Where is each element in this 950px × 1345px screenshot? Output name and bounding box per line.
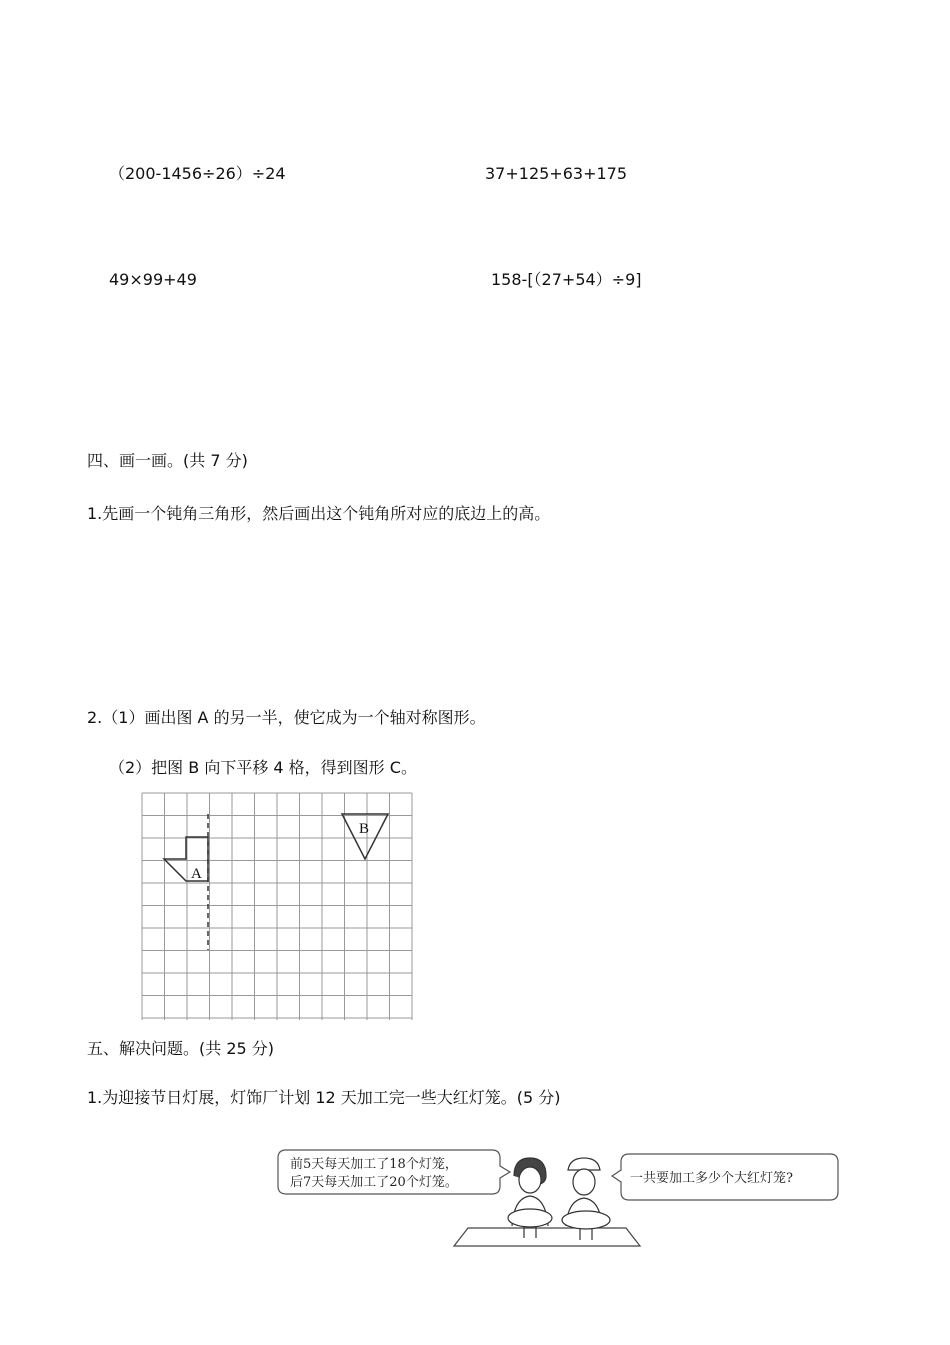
lantern-left [508, 1209, 552, 1227]
section-5-heading: 五、解决问题。(共 25 分) [87, 1039, 275, 1058]
calc-expression-4: 158-[（27+54）÷9] [491, 270, 642, 289]
section-4-question-2-part-2: （2）把图 B 向下平移 4 格，得到图形 C。 [109, 758, 417, 777]
left-bubble-line-2: 后7天每天加工了20个灯笼。 [290, 1175, 458, 1190]
grid-figure [141, 792, 413, 1020]
left-bubble-line-1: 前5天每天加工了18个灯笼， [290, 1157, 458, 1172]
lantern-right [562, 1211, 610, 1229]
grid-lines [142, 793, 412, 1020]
section-4-question-2-part-1: 2.（1）画出图 A 的另一半，使它成为一个轴对称图形。 [87, 708, 486, 727]
lantern-illustration [274, 1140, 844, 1250]
calc-expression-3: 49×99+49 [109, 270, 197, 289]
calc-expression-2: 37+125+63+175 [485, 164, 628, 183]
calc-expression-1: （200-1456÷26）÷24 [109, 164, 286, 183]
work-table [454, 1228, 640, 1246]
shape-a-label: A [191, 866, 202, 882]
section-4-question-1: 1.先画一个钝角三角形，然后画出这个钝角所对应的底边上的高。 [87, 504, 551, 523]
section-4-heading: 四、画一画。(共 7 分) [87, 451, 248, 470]
section-5-question-1: 1.为迎接节日灯展，灯饰厂计划 12 天加工完一些大红灯笼。(5 分) [87, 1088, 561, 1107]
worker-left [508, 1158, 552, 1238]
right-bubble-text: 一共要加工多少个大红灯笼? [630, 1171, 793, 1186]
shape-b-label: B [359, 821, 370, 837]
